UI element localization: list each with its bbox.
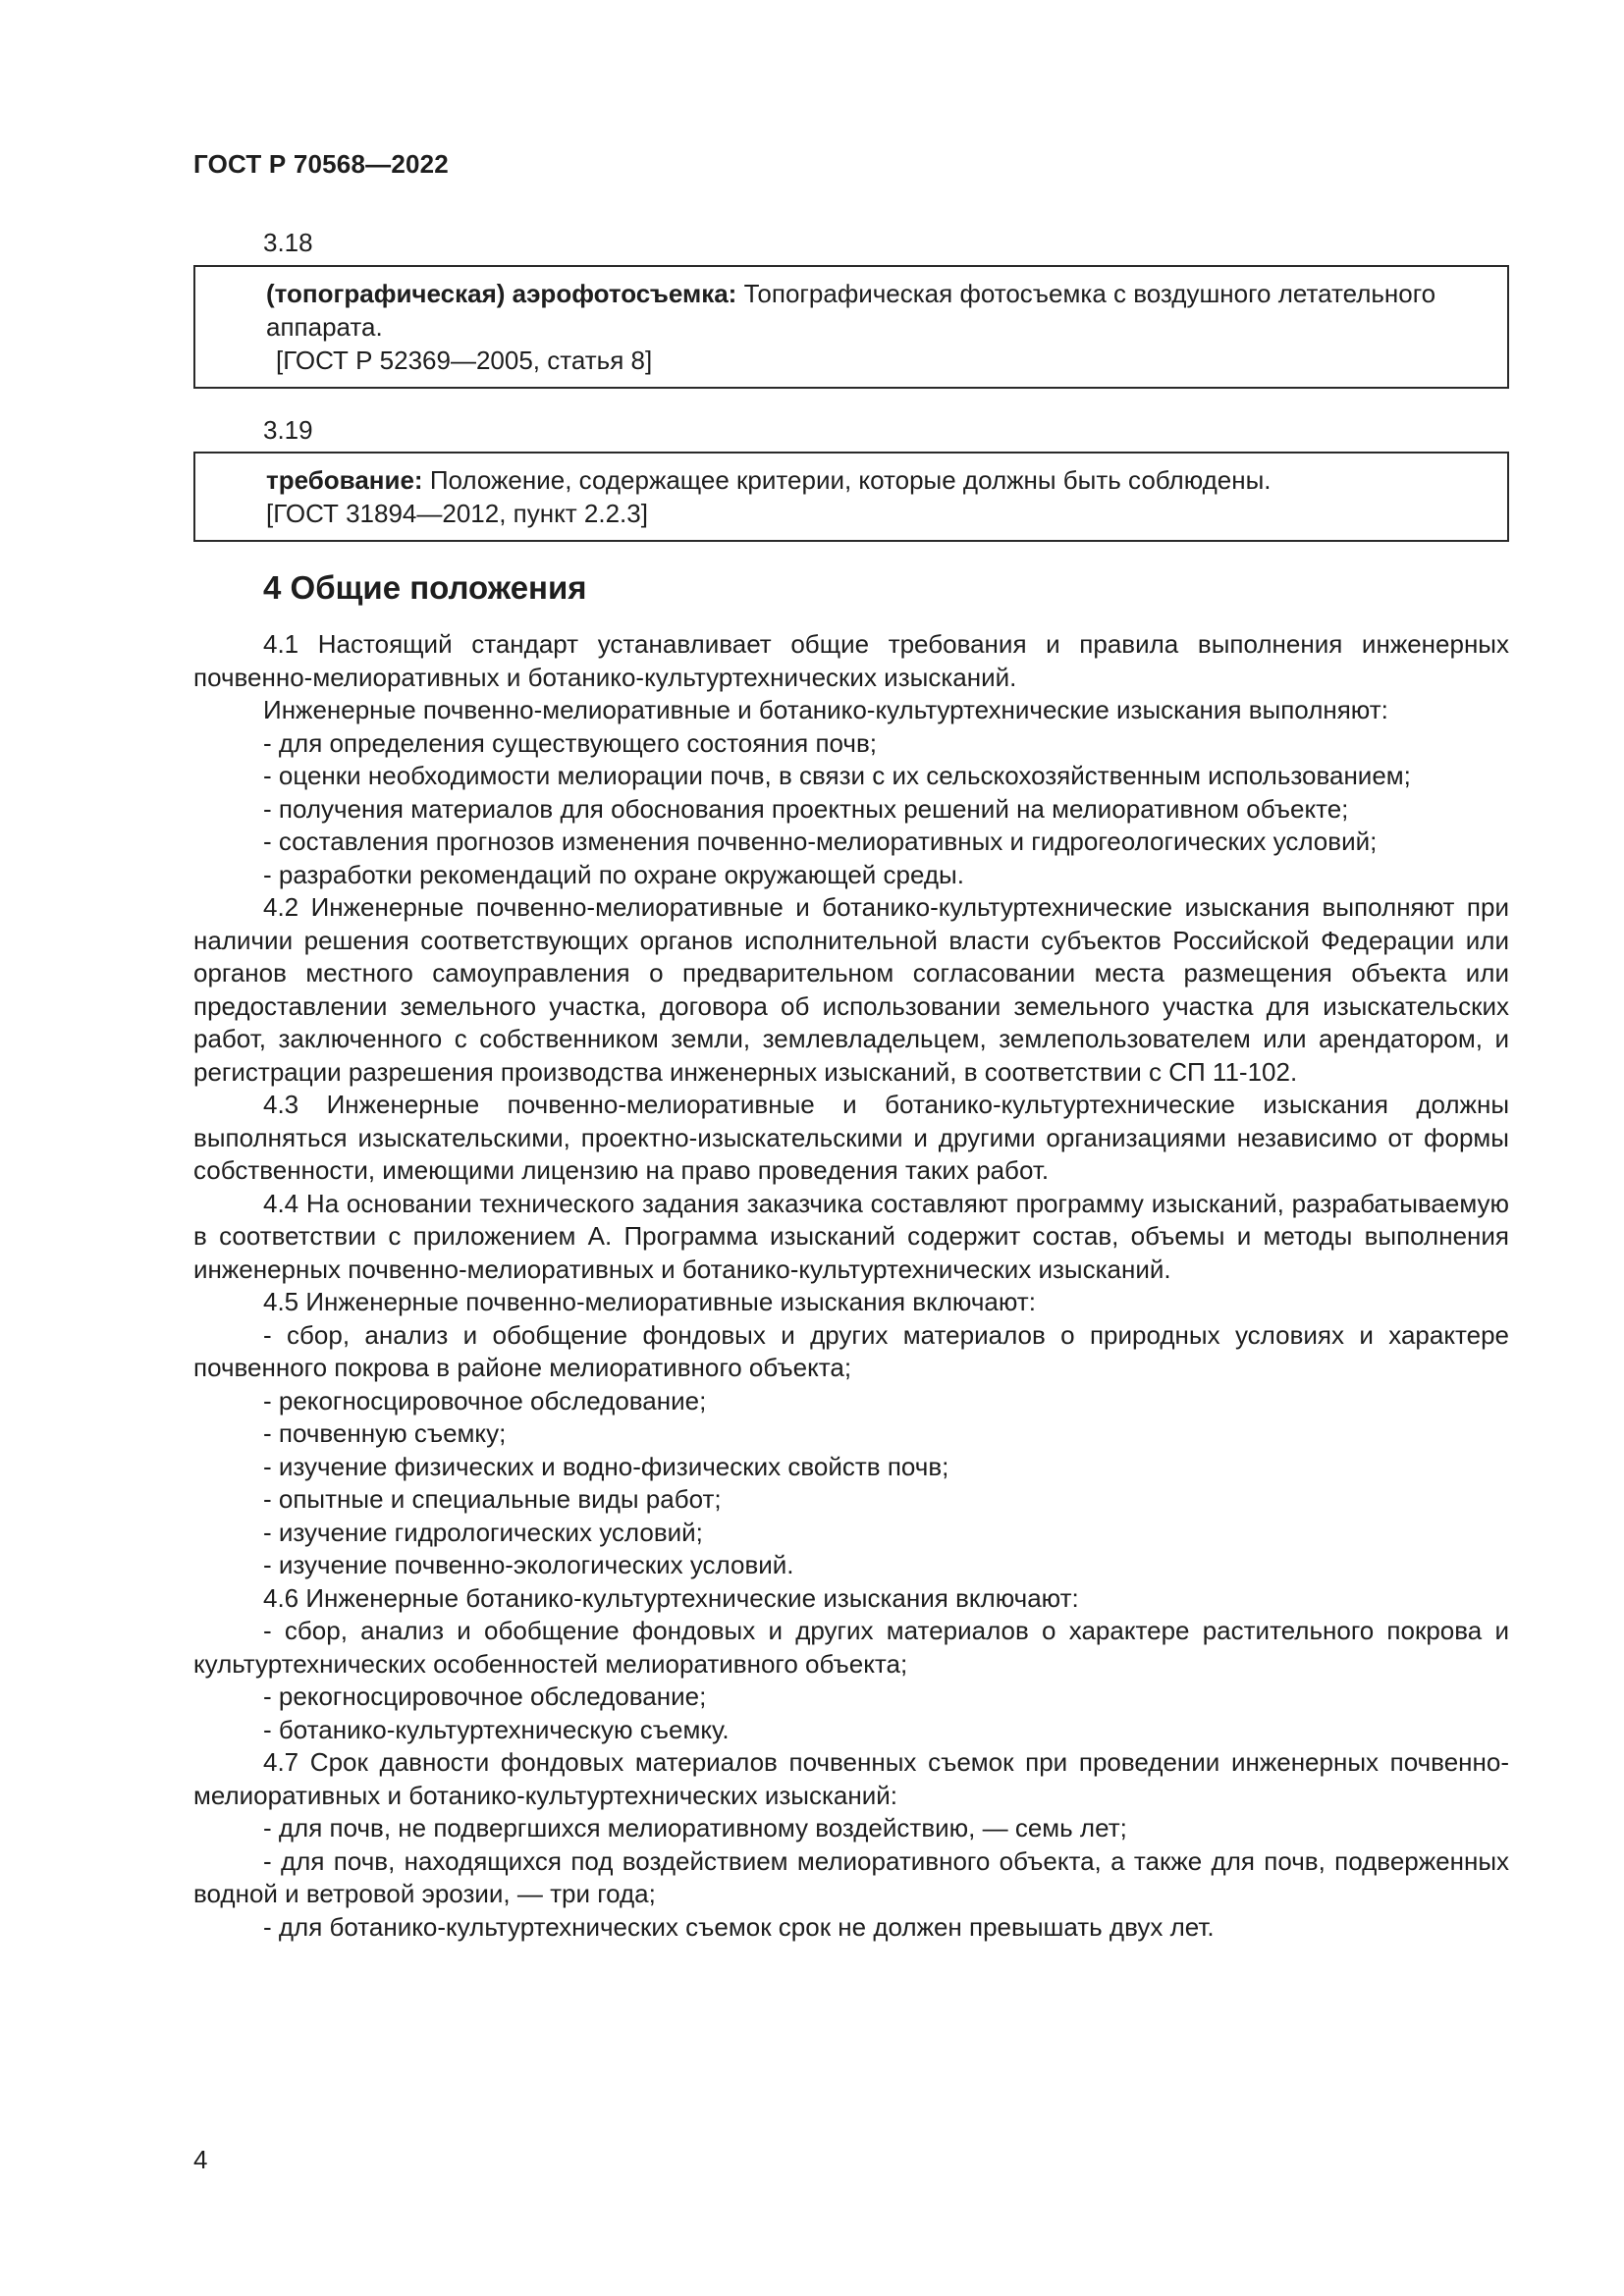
term-definition: Положение, содержащее критерии, которые должны быть соблюдены.: [429, 465, 1272, 495]
term-number: 3.19: [263, 415, 313, 445]
list-item: - рекогносцировочное обследование;: [263, 1682, 707, 1711]
term-definition-box: [193, 452, 1509, 542]
list-item: - опытные и специальные виды работ;: [263, 1484, 722, 1514]
term-name: (топографическая) аэрофотосъемка:: [266, 279, 737, 308]
list-item: - составления прогнозов изменения почвенно-мелиоративных и гидрогеологических условий;: [263, 827, 1378, 856]
paragraph: Инженерные почвенно-мелиоративные и ботанико-культуртехнические изыскания выполняют:: [263, 695, 1388, 724]
paragraph: 4.3 Инженерные почвенно-мелиоративные и ботанико-культуртехнические изыскания должны выполняться изыскательскими, проектно-изыскательскими и другими организациями независимо от формы собственности, имеющими лицензию на право проведения таких работ.: [193, 1090, 1509, 1185]
list-item: - изучение физических и водно-физических свойств почв;: [263, 1451, 949, 1481]
list-item: - рекогносцировочное обследование;: [263, 1385, 707, 1415]
list-item: - для почв, не подвергшихся мелиоративному воздействию, — семь лет;: [263, 1813, 1127, 1842]
section-title: 4 Общие положения: [263, 569, 587, 606]
paragraph: 4.5 Инженерные почвенно-мелиоративные изыскания включают:: [263, 1287, 1036, 1316]
paragraph: 4.7 Срок давности фондовых материалов почвенных съемок при проведении инженерных почвенно-мелиоративных и ботанико-культуртехнических изысканий:: [193, 1747, 1509, 1810]
list-item: - получения материалов для обоснования проектных решений на мелиоративном объекте;: [263, 793, 1349, 824]
list-item: - почвенную съемку;: [263, 1418, 507, 1448]
list-item: - изучение почвенно-экологических условий.: [263, 1550, 794, 1579]
list-item: - для ботанико-культуртехнических съемок срок не должен превышать двух лет.: [263, 1911, 1215, 1942]
paragraph: 4.2 Инженерные почвенно-мелиоративные и ботанико-культуртехнические изыскания выполняют при наличии решения соответствующих органов исполнительной власти субъектов Российской Федерации или органов местного самоуправления о предварительном согласовании места размещения объекта или предоставлении земельного участка, договора об использовании земельного участка для изыскательских работ, заключенного с собственником земли, землевладельцем, землепользователем или арендатором, и регистрации разрешения производства инженерных изысканий, в соответствии с СП 11-102.: [193, 892, 1509, 1087]
list-item: - сбор, анализ и обобщение фондовых и других материалов о характере растительного покрова и культуртехнических особенностей мелиоративного объекта;: [193, 1616, 1509, 1679]
section-body: [193, 628, 1509, 1944]
list-item: - сбор, анализ и обобщение фондовых и других материалов о природных условиях и характере почвенного покрова в районе мелиоративного объекта;: [193, 1319, 1509, 1382]
list-item: - для определения существующего состояния почв;: [263, 727, 878, 758]
term-definition: Топографическая фотосъемка с воздушного летательного аппарата.: [266, 279, 1436, 342]
list-item: - изучение гидрологических условий;: [263, 1517, 703, 1547]
paragraph: 4.6 Инженерные ботанико-культуртехнические изыскания включают:: [263, 1582, 1079, 1613]
list-item: - оценки необходимости мелиорации почв, в связи с их сельскохозяйственным использованием;: [263, 761, 1411, 790]
term-definition-box: [193, 265, 1509, 389]
term-name: требование:: [266, 465, 423, 495]
page-number: 4: [193, 2145, 208, 2174]
paragraph: 4.1 Настоящий стандарт устанавливает общие требования и правила выполнения инженерных почвенно-мелиоративных и ботанико-культуртехнических изысканий.: [193, 629, 1509, 692]
list-item: - для почв, находящихся под воздействием мелиоративного объекта, а также для почв, подверженных водной и ветровой эрозии, — три года;: [193, 1845, 1509, 1908]
document-header: ГОСТ Р 70568—2022: [193, 149, 449, 179]
list-item: - ботанико-культуртехническую съемку.: [263, 1714, 730, 1744]
term-source: [ГОСТ Р 52369—2005, статья 8]: [276, 346, 653, 375]
list-item: - разработки рекомендаций по охране окружающей среды.: [263, 859, 964, 889]
term-number: 3.18: [263, 228, 313, 257]
term-source: [ГОСТ 31894—2012, пункт 2.2.3]: [266, 499, 648, 528]
paragraph: 4.4 На основании технического задания заказчика составляют программу изысканий, разрабатываемую в соответствии с приложением А. Программа изысканий содержит состав, объемы и методы выполнения инженерных почвенно-мелиоративных и ботанико-культуртехнических изысканий.: [193, 1188, 1509, 1284]
